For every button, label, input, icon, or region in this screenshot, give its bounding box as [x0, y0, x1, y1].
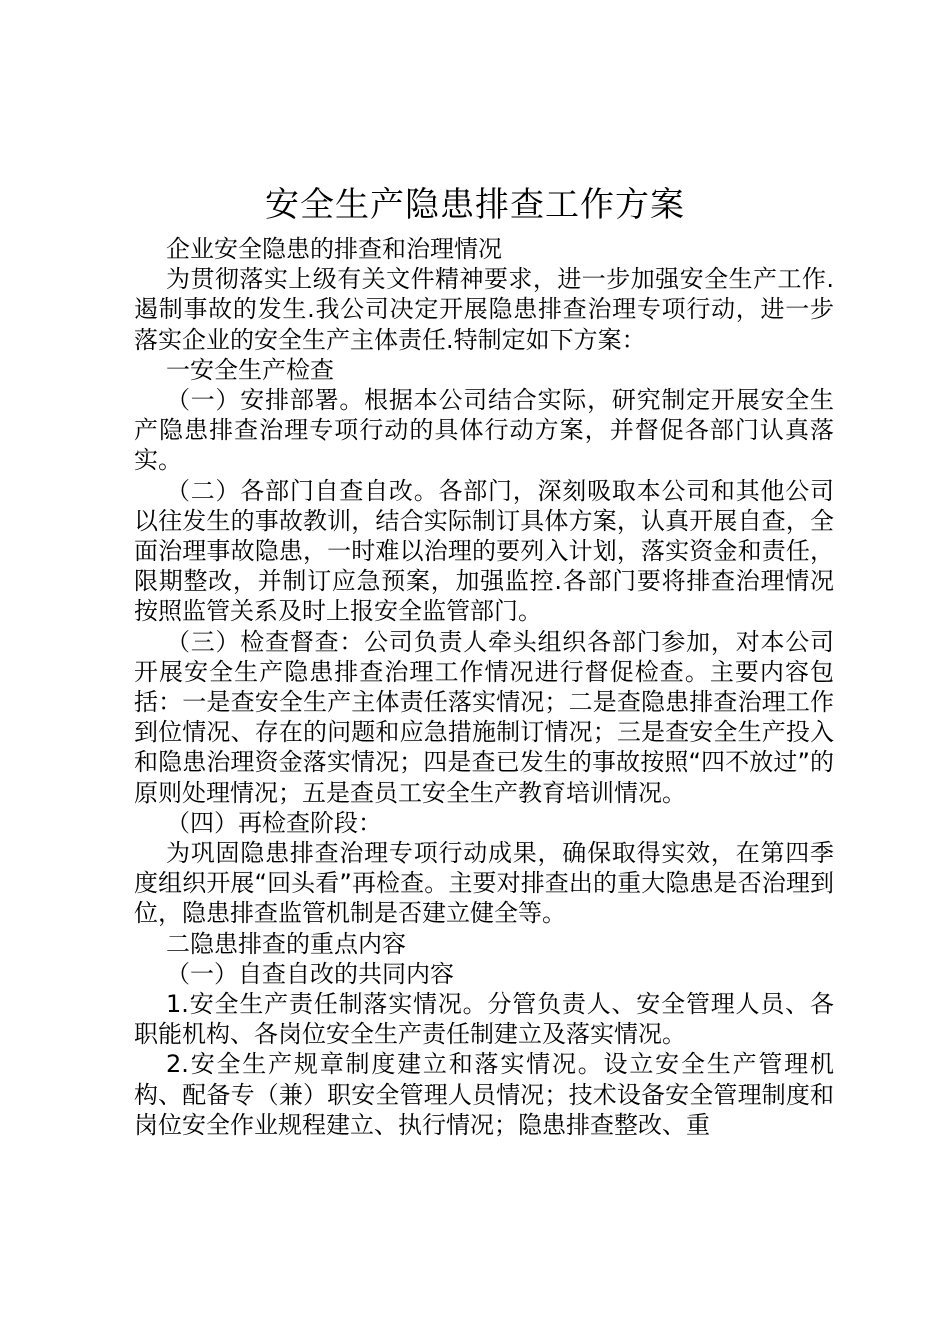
paragraph: 为巩固隐患排查治理专项行动成果，确保取得实效，在第四季度组织开展“回头看”再检查。主要对排查出的重大隐患是否治理到位，隐患排查监管机制是否建立健全等。 — [134, 839, 834, 928]
paragraph: 为贯彻落实上级有关文件精神要求，进一步加强安全生产工作.遏制事故的发生.我公司决定开展隐患排查治理专项行动，进一步落实企业的安全生产主体责任.特制定如下方案： — [134, 265, 834, 354]
paragraph: （三）检查督查：公司负责人牵头组织各部门参加，对本公司开展安全生产隐患排查治理工作情况进行督促检查。主要内容包括：一是查安全生产主体责任落实情况；二是查隐患排查治理工作到位情况、存在的问题和应急措施制订情况；三是查安全生产投入和隐患治理资金落实情况；四是查已发生的事故按照“四不放过”的原则处理情况；五是查员工安全生产教育培训情况。 — [134, 627, 834, 807]
document-title: 安全生产隐患排查工作方案 — [265, 185, 685, 225]
subsection-heading: （一）自查自改的共同内容 — [166, 959, 454, 988]
section-heading: 二隐患排查的重点内容 — [166, 929, 406, 958]
document-body — [134, 234, 834, 1140]
paragraph: 2.安全生产规章制度建立和落实情况。设立安全生产管理机构、配备专（兼）职安全管理人员情况；技术设备安全管理制度和岗位安全作业规程建立、执行情况；隐患排查整改、重 — [134, 1050, 834, 1139]
section-heading: 一安全生产检查 — [166, 355, 334, 384]
paragraph: 1.安全生产责任制落实情况。分管负责人、安全管理人员、各职能机构、各岗位安全生产责任制建立及落实情况。 — [134, 990, 834, 1049]
paragraph: （四）再检查阶段： — [166, 808, 382, 837]
section-heading: 企业安全隐患的排查和治理情况 — [166, 235, 502, 263]
paragraph: （二）各部门自查自改。各部门，深刻吸取本公司和其他公司以往发生的事故教训，结合实际制订具体方案，认真开展自查，全面治理事故隐患，一时难以治理的要列入计划，落实资金和责任，限期整改，并制订应急预案，加强监控.各部门要将排查治理情况按照监管关系及时上报安全监管部门。 — [134, 476, 834, 626]
paragraph: （一）安排部署。根据本公司结合实际，研究制定开展安全生产隐患排查治理专项行动的具体行动方案，并督促各部门认真落实。 — [134, 386, 834, 475]
